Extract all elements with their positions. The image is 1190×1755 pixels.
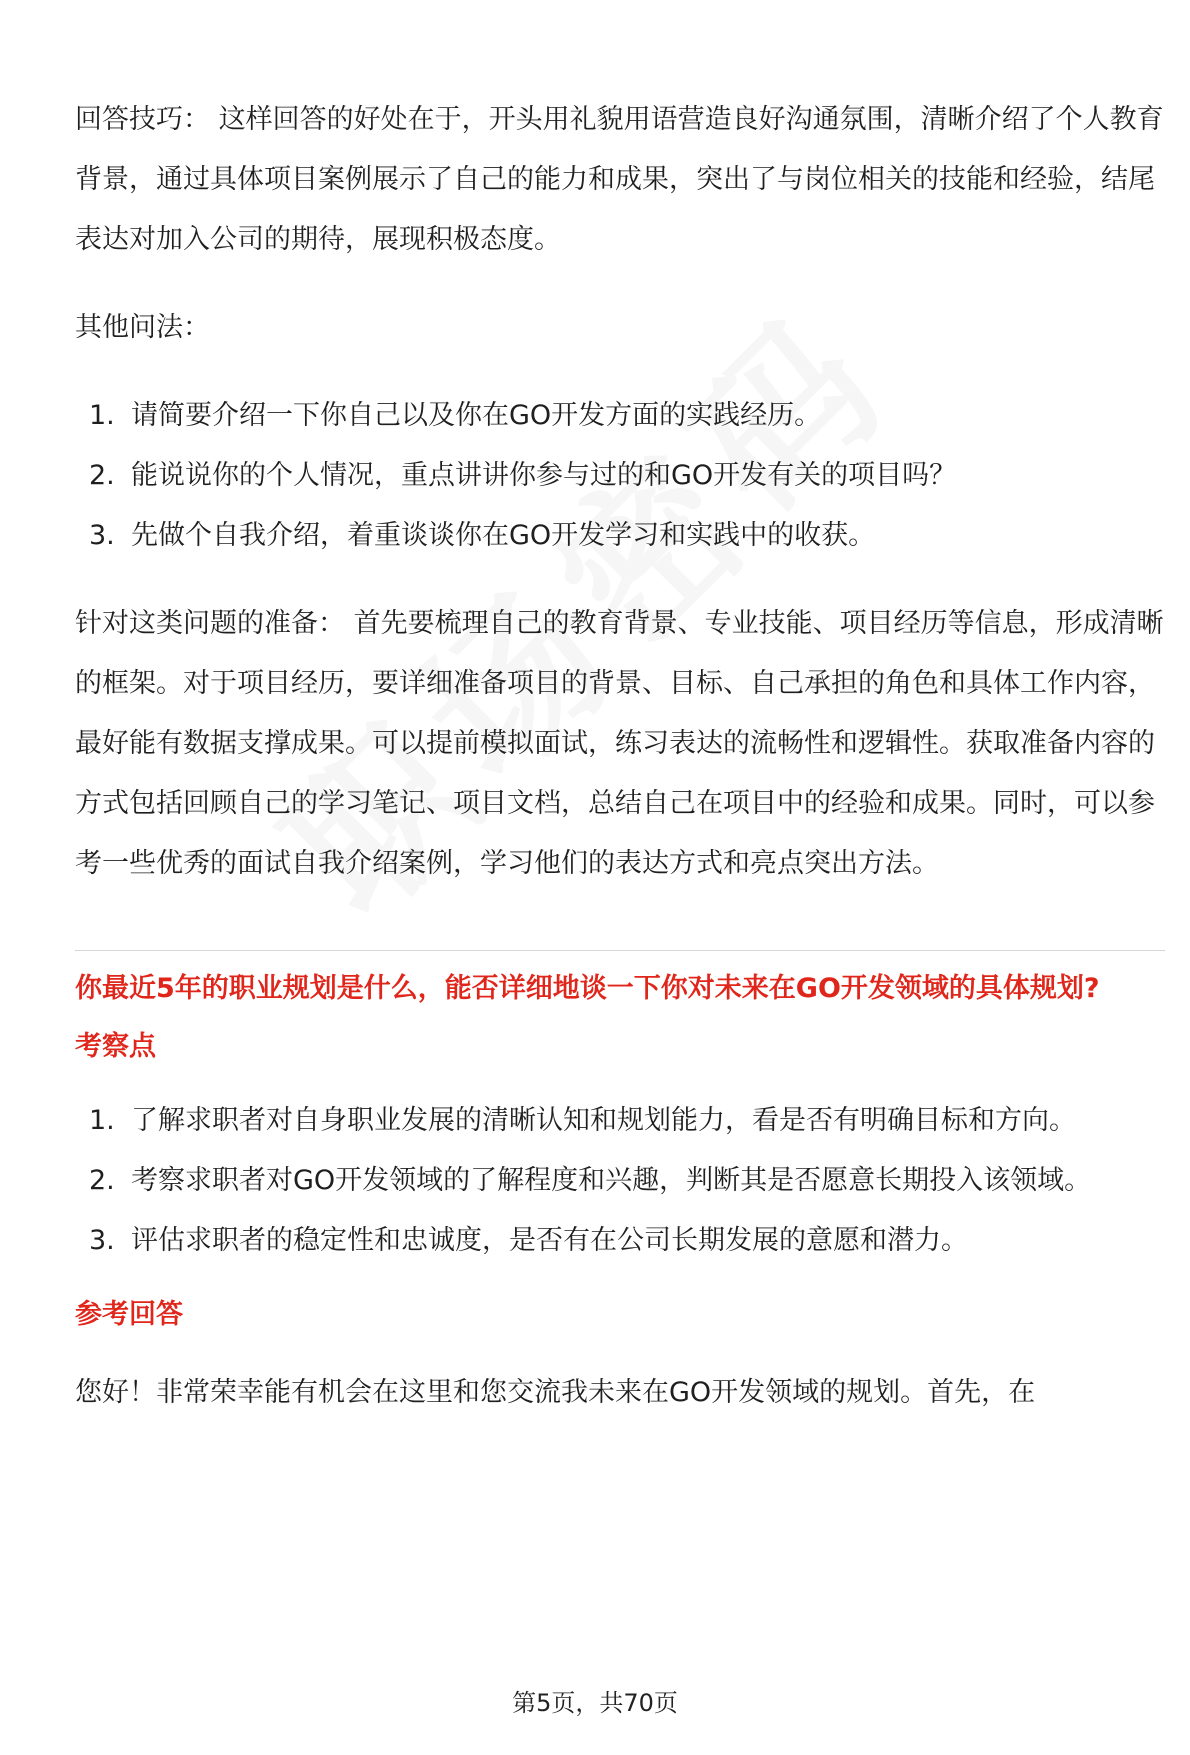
list-item — [75, 1211, 1165, 1271]
list-item — [75, 1151, 1165, 1211]
list-number: 1. — [89, 400, 115, 431]
other-questions-list — [75, 386, 1165, 566]
list-item-text: 请简要介绍一下你自己以及你在GO开发方面的实践经历。 — [131, 400, 822, 431]
list-item-text: 评估求职者的稳定性和忠诚度，是否有在公司长期发展的意愿和潜力。 — [131, 1225, 968, 1256]
focus-heading: 考察点 — [75, 1031, 156, 1062]
preparation-paragraph: 针对这类问题的准备： 首先要梳理自己的教育背景、专业技能、项目经历等信息，形成清晰的框架。对于项目经历，要详细准备项目的背景、目标、自己承担的角色和具体工作内容，最好能有数据支撑成果。可以提前模拟面试，练习表达的流畅性和逻辑性。获取准备内容的方式包括回顾自己的学习笔记、项目文档，总结自己在项目中的经验和成果。同时，可以参考一些优秀的面试自我介绍案例，学习他们的表达方式和亮点突出方法。 — [75, 608, 1164, 879]
focus-list — [75, 1091, 1165, 1271]
page-content — [75, 90, 1165, 1423]
page-footer: 第5页，共70页 — [512, 1689, 678, 1717]
list-item-text: 考察求职者对GO开发领域的了解程度和兴趣，判断其是否愿意长期投入该领域。 — [131, 1165, 1092, 1196]
list-number: 2. — [89, 460, 115, 491]
answer-tip-paragraph: 回答技巧： 这样回答的好处在于，开头用礼貌用语营造良好沟通氛围，清晰介绍了个人教育背景，通过具体项目案例展示了自己的能力和成果，突出了与岗位相关的技能和经验，结尾表达对加入公司的期待，展现积极态度。 — [75, 104, 1164, 255]
list-item-text: 先做个自我介绍，着重谈谈你在GO开发学习和实践中的收获。 — [131, 520, 876, 551]
list-item — [75, 506, 1165, 566]
other-questions-heading: 其他问法： — [75, 312, 210, 343]
list-number: 3. — [89, 520, 115, 551]
list-item-text: 能说说你的个人情况，重点讲讲你参与过的和GO开发有关的项目吗？ — [131, 460, 957, 491]
list-number: 2. — [89, 1165, 115, 1196]
question-title: 你最近5年的职业规划是什么，能否详细地谈一下你对未来在GO开发领域的具体规划? — [75, 973, 1100, 1004]
list-item — [75, 1091, 1165, 1151]
list-number: 3. — [89, 1225, 115, 1256]
list-item-text: 了解求职者对自身职业发展的清晰认知和规划能力，看是否有明确目标和方向。 — [131, 1105, 1076, 1136]
section-divider — [75, 950, 1165, 951]
list-item — [75, 386, 1165, 446]
reference-answer-paragraph: 您好！非常荣幸能有机会在这里和您交流我未来在GO开发领域的规划。首先，在 — [75, 1377, 1036, 1408]
list-number: 1. — [89, 1105, 115, 1136]
reference-answer-heading: 参考回答 — [75, 1299, 183, 1330]
list-item — [75, 446, 1165, 506]
